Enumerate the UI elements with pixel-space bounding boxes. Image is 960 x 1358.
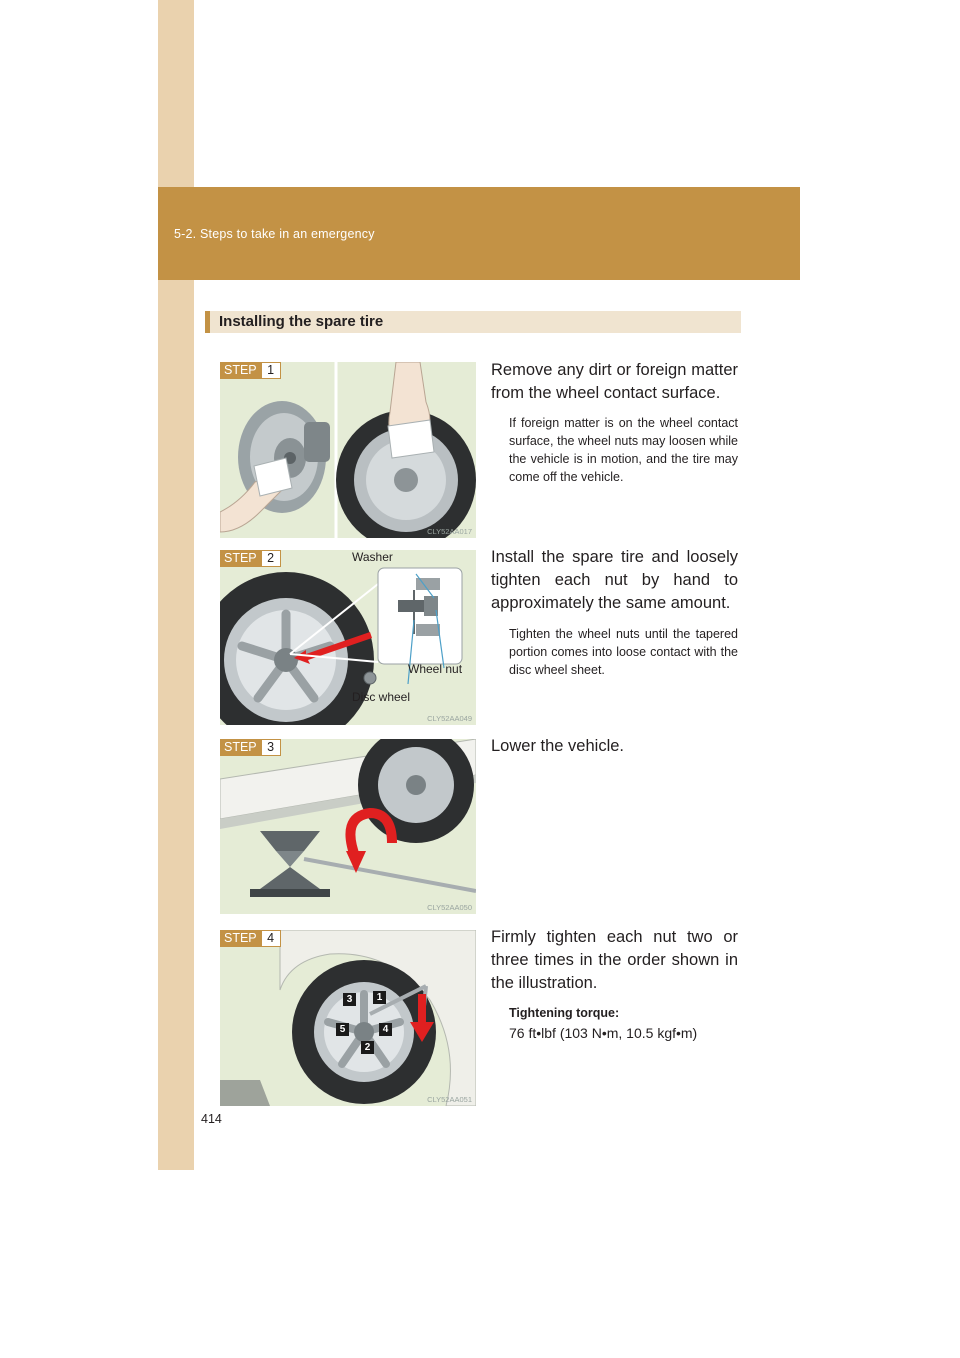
step-label: STEP bbox=[220, 930, 261, 947]
step-label: STEP bbox=[220, 550, 261, 567]
lowering-vehicle-drawing bbox=[220, 739, 476, 914]
spare-tire-install-drawing bbox=[220, 550, 476, 725]
image-code: CLY52AA051 bbox=[427, 1095, 472, 1104]
section-title: Installing the spare tire bbox=[219, 313, 384, 330]
nut-order-1: 1 bbox=[373, 991, 386, 1004]
step-1-note: If foreign matter is on the wheel contact surface, the wheel nuts may loosen while the vehicle is in motion, and the tire may come off the vehicle. bbox=[509, 416, 738, 484]
image-code: CLY52AA017 bbox=[427, 527, 472, 536]
nut-order-2: 2 bbox=[361, 1041, 374, 1054]
callout-disc-wheel: Disc wheel bbox=[352, 690, 411, 704]
section-header: 5-2. Steps to take in an emergency bbox=[174, 227, 375, 241]
image-code: CLY52AA049 bbox=[427, 714, 472, 723]
step-4-instruction: Firmly tighten each nut two or three times in the order shown in the illustration. bbox=[491, 928, 738, 992]
step-2-illustration bbox=[220, 550, 476, 725]
step-number: 1 bbox=[261, 362, 281, 379]
left-margin-strip bbox=[158, 0, 194, 1170]
step-number: 2 bbox=[261, 550, 281, 567]
step-label: STEP bbox=[220, 739, 261, 756]
step-1-illustration bbox=[220, 362, 476, 538]
wiping-hub-and-wheel-drawing bbox=[220, 362, 476, 538]
step-4-badge bbox=[220, 930, 281, 947]
tightening-nuts-drawing bbox=[220, 930, 476, 1106]
step-3-illustration bbox=[220, 739, 476, 914]
page-number: 414 bbox=[201, 1112, 222, 1126]
nut-order-4: 4 bbox=[379, 1023, 392, 1036]
nut-order-3: 3 bbox=[343, 993, 356, 1006]
callout-washer: Washer bbox=[352, 550, 393, 564]
step-3-badge bbox=[220, 739, 281, 756]
nut-order-5: 5 bbox=[336, 1023, 349, 1036]
step-1-instruction: Remove any dirt or foreign matter from the wheel contact surface. bbox=[491, 361, 738, 402]
section-title-bar bbox=[205, 311, 741, 333]
torque-value: 76 ft•lbf (103 N•m, 10.5 kgf•m) bbox=[509, 1025, 698, 1041]
step-3-instruction: Lower the vehicle. bbox=[491, 737, 624, 755]
step-number: 3 bbox=[261, 739, 281, 756]
step-2-instruction: Install the spare tire and loosely tighten each nut by hand to approximately the same amount. bbox=[491, 548, 738, 612]
step-1-badge bbox=[220, 362, 281, 379]
step-2-badge bbox=[220, 550, 281, 567]
step-label: STEP bbox=[220, 362, 261, 379]
step-2-note: Tighten the wheel nuts until the tapered portion comes into loose contact with the disc wheel sheet. bbox=[509, 627, 738, 677]
image-code: CLY52AA050 bbox=[427, 903, 472, 912]
callout-wheel-nut: Wheel nut bbox=[408, 662, 463, 676]
step-4-illustration bbox=[220, 930, 476, 1106]
step-number: 4 bbox=[261, 930, 281, 947]
torque-label: Tightening torque: bbox=[509, 1006, 620, 1020]
